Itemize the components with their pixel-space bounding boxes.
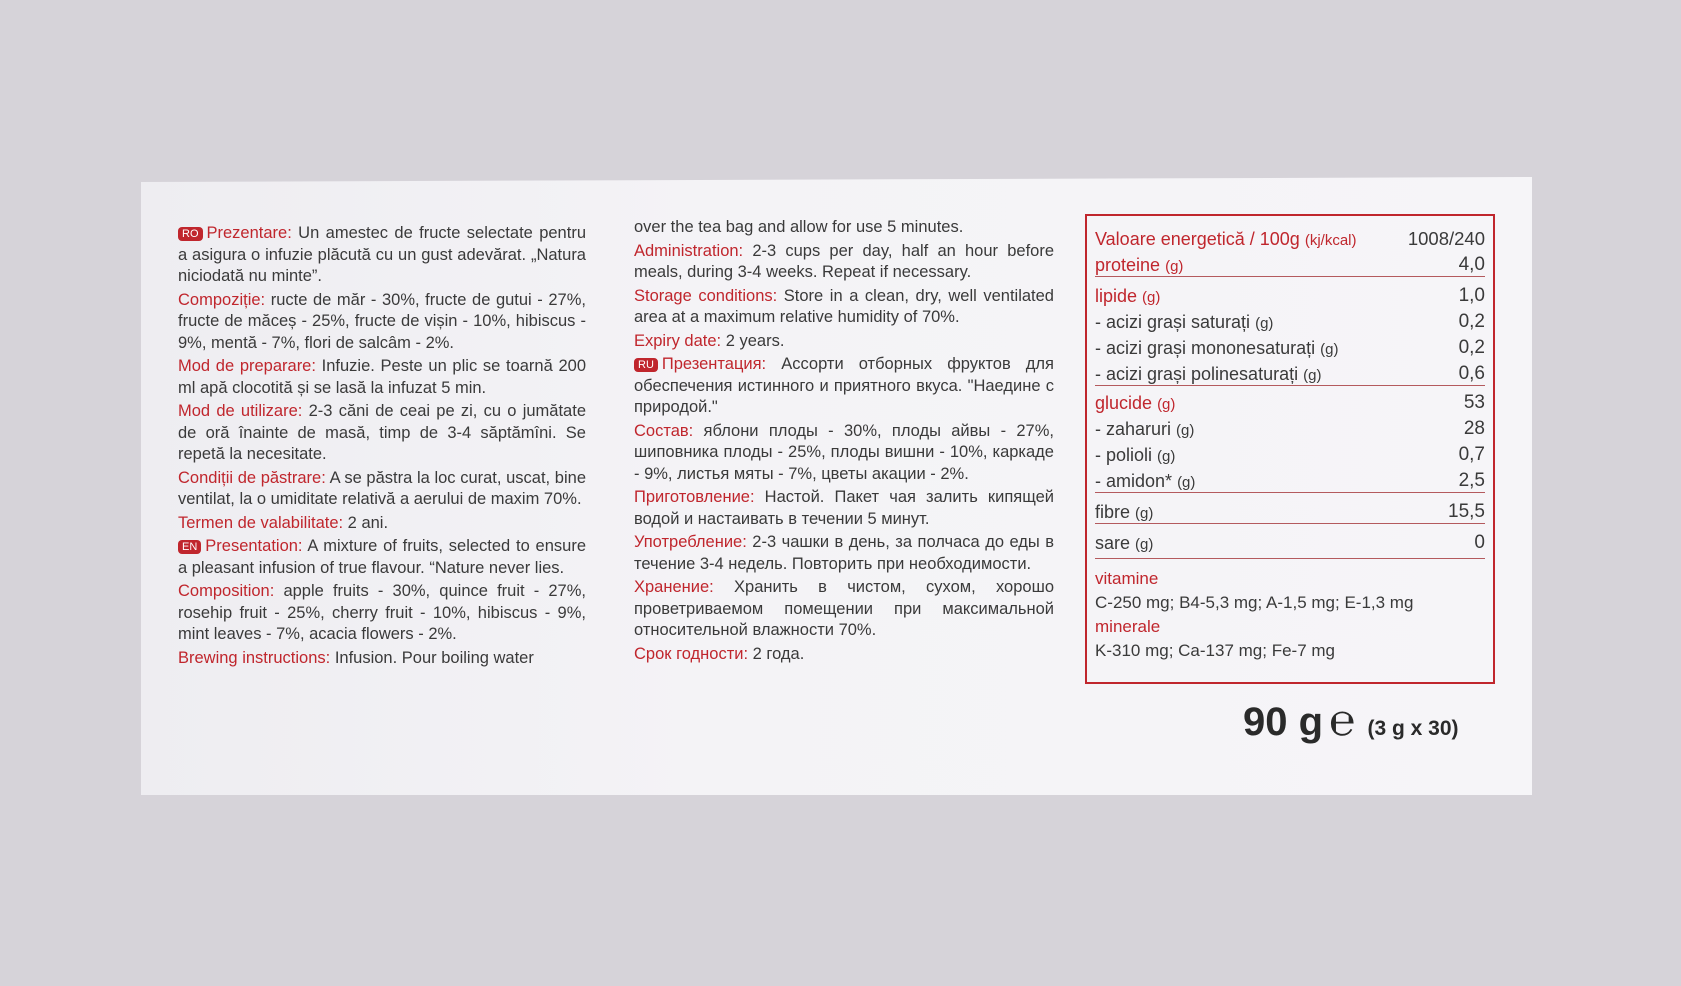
en-expiry: Expiry date: 2 years. [634,331,785,350]
carbohydrate-row: glucide (g) 53 [1095,392,1485,413]
column-ro-en [178,223,586,671]
pack-count: (3 g x 30) [1367,717,1459,740]
en-brewing: Brewing instructions: Infusion. Pour boiling water [178,648,534,667]
ru-usage: Употребление: 2-3 чашки в день, за полчаса до еды в течение 3-4 недель. Повторить при необходимости. [634,533,1054,573]
en-administration: Administration: 2-3 cups per day, half an hour before meals, during 3-4 weeks. Repeat if necessary. [634,241,1054,281]
net-weight [1243,696,1488,746]
ro-expiry: Termen de valabilitate: 2 ani. [178,513,389,532]
vitamins-label: vitamine [1095,569,1159,588]
polyunsaturated-row: - acizi grași polinesaturați (g) 0,6 [1095,363,1485,384]
ro-storage: Condiții de păstrare: A se păstra la loc curat, uscat, bine ventilat, la o umiditate relativă a aerului de maxim 70%. [178,468,587,508]
en-presentation: EN Presentation: A mixture of fruits, selected to ensure a pleasant infusion of true flavour. “Nature never lies. [178,537,586,577]
en-language-tag: EN [178,540,201,554]
en-storage: Storage conditions: Store in a clean, dry, well ventilated area at a maximum relative humidity of 70%. [634,286,1054,326]
starch-row: - amidon* (g) 2,5 [1095,470,1485,491]
ro-composition: Compoziție: ructe de măr - 30%, fructe de gutui - 27%, fructe de măceș - 25%, fructe de vișin - 10%, hibiscus - 9%, mentă - 7%, flori de salcâm - 2%. [178,290,586,352]
ro-preparation: Mod de preparare: Infuzie. Peste un plic se toarnă 200 ml apă clocotită și se lasă la infuzat 5 min. [178,357,586,397]
ru-presentation: RU Презентация: Ассорти отборных фруктов для обеспечения истинного и приятного вкуса. "Наедине с природой." [634,355,1054,416]
column-en-ru [634,217,1054,667]
ru-expiry: Срок годности: 2 года. [634,644,805,663]
ru-composition: Состав: яблони плоды - 30%, плоды айвы - 27%, шиповника плоды - 25%, плоды вишни - 10%, каркаде - 9%, листья мяты - 7%, цветы акации - 2%. [634,421,1054,483]
en-composition: Composition: apple fruits - 30%, quince fruit - 27%, rosehip fruit - 25%, cherry fruit - 10%, hibiscus - 9%, mint leaves - 7%, acacia flowers - 2%. [178,582,586,643]
sugars-row: - zaharuri (g) 28 [1095,418,1485,439]
salt-row: sare (g) 0 [1095,532,1485,553]
ro-language-tag: RO [178,227,203,241]
protein-row: proteine (g) 4,0 [1095,254,1485,275]
monounsaturated-row: - acizi grași mononesaturați (g) 0,2 [1095,337,1485,358]
nutrition-table [1085,214,1495,684]
energy-row: Valoare energetică / 100g (kj/kcal) 1008/240 [1095,228,1485,249]
fibre-row: fibre (g) 15,5 [1095,501,1485,522]
saturated-row: - acizi grași saturați (g) 0,2 [1095,311,1485,332]
en-brewing-continued: over the tea bag and allow for use 5 minutes. [634,218,964,236]
vitamins-values: C-250 mg; B4-5,3 mg; A-1,5 mg; E-1,3 mg [1095,593,1414,612]
estimated-sign-icon: ℮ [1329,696,1356,745]
ru-storage: Хранение: Хранить в чистом, сухом, хорошо проветриваемом помещении при максимальной относительной влажности 70%. [634,578,1054,639]
ro-presentation: RO Prezentare: Un amestec de fructe selectate pentru a asigura o infuzie plăcută cu un gust adevărat. „Natura niciodată nu minte”. [178,224,586,285]
ru-language-tag: RU [634,358,658,372]
minerals-values: K-310 mg; Ca-137 mg; Fe-7 mg [1095,641,1335,660]
minerals-label: minerale [1095,617,1161,636]
ru-preparation: Приготовление: Настой. Пакет чая залить кипящей водой и настаивать в течении 5 минут. [634,488,1054,528]
lipid-row: lipide (g) 1,0 [1095,285,1485,306]
polyols-row: - polioli (g) 0,7 [1095,444,1485,465]
net-weight-value: 90 g [1243,700,1324,744]
ro-usage: Mod de utilizare: 2-3 căni de ceai pe zi, cu o jumătate de oră înainte de masă, timp de 3-4 săptămîni. Se repetă la necesitate. [178,402,586,463]
